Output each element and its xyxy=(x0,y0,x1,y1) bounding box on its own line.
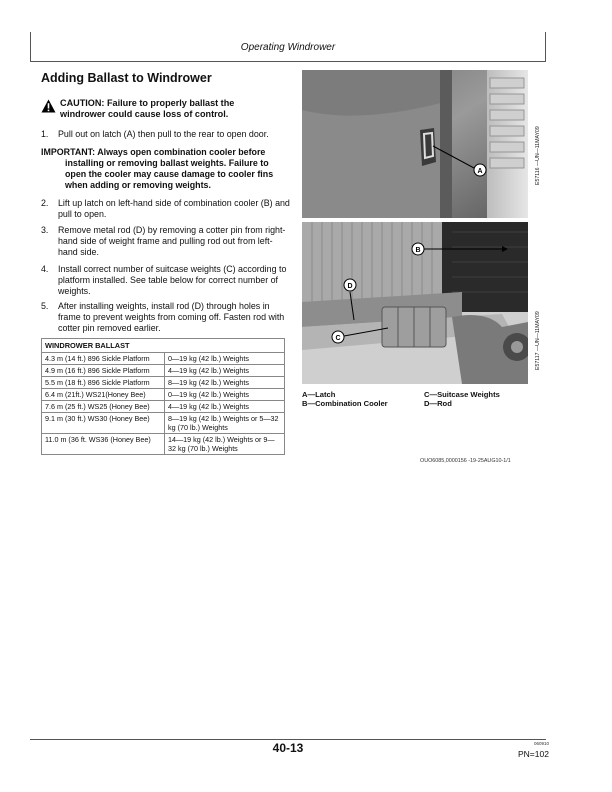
table-title: WINDROWER BALLAST xyxy=(42,339,285,353)
step-number: 4. xyxy=(41,264,49,274)
callout-a: A xyxy=(477,168,483,175)
step-text: After installing weights, install rod (D) through holes in frame to prevent weights from coming off. Fasten rod with cotter pin removed earlier. xyxy=(58,301,285,333)
important-label: IMPORTANT: xyxy=(41,147,96,157)
legend-c: C—Suitcase Weights xyxy=(424,390,500,399)
photo1-figure-id: E57116 —UN—11MAY09 xyxy=(535,126,541,185)
important-notice xyxy=(41,147,289,191)
footer-code: 060910 xyxy=(534,741,550,746)
legend-d: D—Rod xyxy=(424,399,452,408)
legend-b: B—Combination Cooler xyxy=(302,399,388,408)
section-title: Adding Ballast to Windrower xyxy=(41,71,212,85)
table-row xyxy=(42,389,285,401)
table-row xyxy=(42,365,285,377)
platform-cell: 11.0 m (36 ft. WS36 (Honey Bee) xyxy=(42,434,165,455)
platform-cell: 5.5 m (18 ft.) 896 Sickle Platform xyxy=(42,377,165,389)
running-header: Operating Windrower xyxy=(240,42,336,53)
table-row xyxy=(42,401,285,413)
legend-a: A—Latch xyxy=(302,390,336,399)
platform-cell: 7.6 m (25 ft.) WS25 (Honey Bee) xyxy=(42,401,165,413)
warning-triangle-icon xyxy=(41,99,56,113)
table-row xyxy=(42,353,285,365)
step-3 xyxy=(41,225,291,258)
callout-c: C xyxy=(335,335,341,342)
page-number: 40-13 xyxy=(272,741,304,755)
footer-rule xyxy=(30,739,546,740)
photo2-figure-id: E57117 —UN—11MAY09 xyxy=(535,311,541,370)
document-reference: OUO6085,0000156 -19-25AUG10-1/1 xyxy=(420,458,511,464)
step-number: 3. xyxy=(41,225,49,235)
step-1 xyxy=(41,129,291,140)
weights-cell: 4—19 kg (42 lb.) Weights xyxy=(165,365,285,377)
step-number: 5. xyxy=(41,301,49,311)
step-4 xyxy=(41,264,291,297)
table-row xyxy=(42,413,285,434)
weights-cell: 8—19 kg (42 lb.) Weights xyxy=(165,377,285,389)
important-text: installing or removing ballast weights. Failure to open the cooler may cause damage to cooler fins when adding or removing weights. xyxy=(65,158,274,190)
weights-cell: 0—19 kg (42 lb.) Weights xyxy=(165,353,285,365)
windrower-ballast-table xyxy=(41,338,285,455)
pn-number: PN=102 xyxy=(518,749,549,759)
table-header-row xyxy=(42,339,285,353)
latch-photo xyxy=(302,70,528,218)
step-text: Lift up latch on left-hand side of combination cooler (B) and pull to open. xyxy=(58,198,290,219)
table-row xyxy=(42,377,285,389)
platform-cell: 4.3 m (14 ft.) 896 Sickle Platform xyxy=(42,353,165,365)
step-text: Remove metal rod (D) by removing a cotter pin from right-hand side of weight frame and pulling rod out from left-hand side. xyxy=(58,225,286,257)
step-5 xyxy=(41,301,291,334)
step-number: 1. xyxy=(41,129,49,139)
callout-d: D xyxy=(347,283,353,290)
callout-b: B xyxy=(415,247,421,254)
caution-statement: CAUTION: Failure to properly ballast the windrower could cause loss of control. xyxy=(60,98,235,119)
table-row xyxy=(42,434,285,455)
step-number: 2. xyxy=(41,198,49,208)
platform-cell: 9.1 m (30 ft.) WS30 (Honey Bee) xyxy=(42,413,165,434)
platform-cell: 6.4 m (21ft.) WS21(Honey Bee) xyxy=(42,389,165,401)
weights-cell: 4—19 kg (42 lb.) Weights xyxy=(165,401,285,413)
platform-cell: 4.9 m (16 ft.) 896 Sickle Platform xyxy=(42,365,165,377)
weights-cell: 0—19 kg (42 lb.) Weights xyxy=(165,389,285,401)
weights-cell: 14—19 kg (42 lb.) Weights or 9—32 kg (70 lb.) Weights xyxy=(165,434,285,455)
cooler-weights-photo xyxy=(302,222,528,384)
important-first-line: Always open combination cooler before xyxy=(97,147,266,157)
step-2 xyxy=(41,198,291,220)
step-text: Pull out on latch (A) then pull to the rear to open door. xyxy=(58,129,269,139)
step-text: Install correct number of suitcase weights (C) according to platform installed. See table below for correct number of weights. xyxy=(58,264,287,296)
header-border-bottom xyxy=(30,61,546,62)
weights-cell: 8—19 kg (42 lb.) Weights or 5—32 kg (70 lb.) Weights xyxy=(165,413,285,434)
